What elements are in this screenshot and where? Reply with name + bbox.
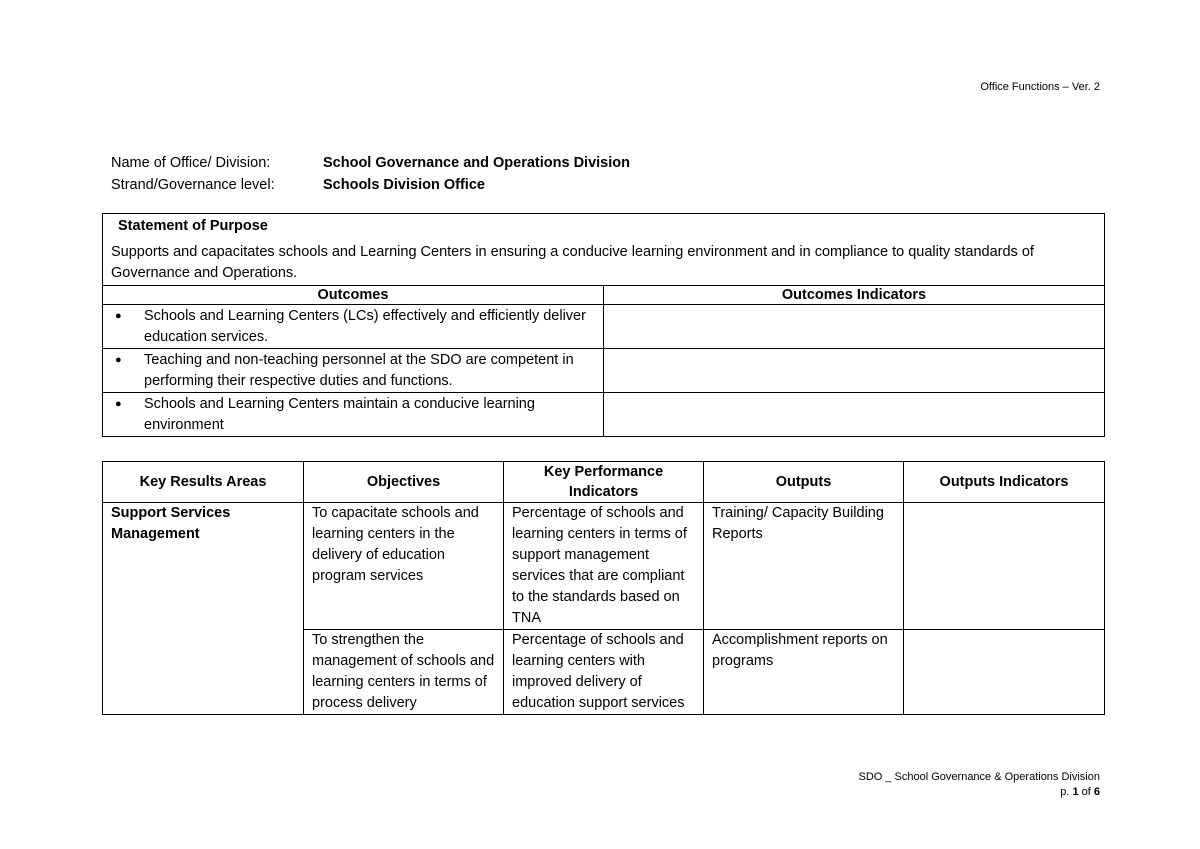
outcome-row: [103, 305, 1105, 349]
kpi-cell: Percentage of schools and learning centers with improved delivery of education support services: [504, 630, 704, 715]
page-of: of: [1081, 786, 1091, 798]
page-prefix: p.: [1060, 786, 1070, 798]
office-name-value: School Governance and Operations Division: [323, 155, 630, 171]
kra-header-row: [103, 462, 1105, 503]
office-info: [111, 152, 630, 196]
outcome-indicator-cell: [604, 393, 1105, 437]
purpose-row: [103, 214, 1105, 286]
objectives-header: Objectives: [304, 462, 504, 503]
outcome-indicator-cell: [604, 305, 1105, 349]
page-number: [858, 785, 1100, 800]
outcome-row: [103, 393, 1105, 437]
kra-header: Key Results Areas: [103, 462, 304, 503]
purpose-cell: [103, 214, 1105, 286]
key-results-areas-table: [102, 461, 1105, 715]
outcome-text: Schools and Learning Centers (LCs) effectively and efficiently deliver education services.: [144, 308, 586, 345]
governance-level-label: Strand/Governance level:: [111, 177, 275, 193]
governance-level-row: [111, 174, 630, 196]
footer-office: SDO _ School Governance & Operations Division: [858, 771, 1100, 783]
outcome-text: Teaching and non-teaching personnel at the SDO are competent in performing their respective duties and functions.: [144, 352, 574, 389]
purpose-text: Supports and capacitates schools and Learning Centers in ensuring a conducive learning environment and in compliance to quality standards of Governance and Operations.: [111, 244, 1034, 281]
current-page: 1: [1072, 786, 1079, 798]
output-cell: Accomplishment reports on programs: [704, 630, 904, 715]
office-name-row: [111, 152, 630, 174]
outcomes-indicators-header: Outcomes Indicators: [604, 286, 1105, 305]
outcome-row: [103, 349, 1105, 393]
output-cell: Training/ Capacity Building Reports: [704, 503, 904, 630]
outcome-text: Schools and Learning Centers maintain a conducive learning environment: [144, 396, 535, 433]
purpose-title: Statement of Purpose: [118, 218, 268, 234]
objective-cell: To capacitate schools and learning centers in the delivery of education program services: [304, 503, 504, 630]
statement-of-purpose-table: [102, 213, 1105, 437]
outputs-header: Outputs: [704, 462, 904, 503]
table-row: [103, 503, 1105, 630]
kpi-header: Key Performance Indicators: [504, 462, 704, 503]
outcome-cell: [103, 393, 604, 437]
governance-level-value: Schools Division Office: [323, 177, 485, 193]
output-indicator-cell: [904, 503, 1105, 630]
total-pages: 6: [1093, 786, 1100, 798]
output-indicator-cell: [904, 630, 1105, 715]
outcomes-header: Outcomes: [103, 286, 604, 305]
kpi-cell: Percentage of schools and learning centers in terms of support management services that are compliant to the standards based on TNA: [504, 503, 704, 630]
outcome-indicator-cell: [604, 349, 1105, 393]
bullet-icon: ●: [115, 310, 122, 322]
bullet-icon: ●: [115, 398, 122, 410]
outputs-indicators-header: Outputs Indicators: [904, 462, 1105, 503]
document-version: Office Functions – Ver. 2: [980, 81, 1100, 93]
key-result-area-cell: Support Services Management: [103, 503, 304, 715]
objective-cell: To strengthen the management of schools and learning centers in terms of process delivery: [304, 630, 504, 715]
outcome-cell: [103, 305, 604, 349]
outcome-cell: [103, 349, 604, 393]
page-footer: [858, 770, 1100, 800]
office-name-label: Name of Office/ Division:: [111, 155, 271, 171]
outcomes-header-row: [103, 286, 1105, 305]
bullet-icon: ●: [115, 354, 122, 366]
